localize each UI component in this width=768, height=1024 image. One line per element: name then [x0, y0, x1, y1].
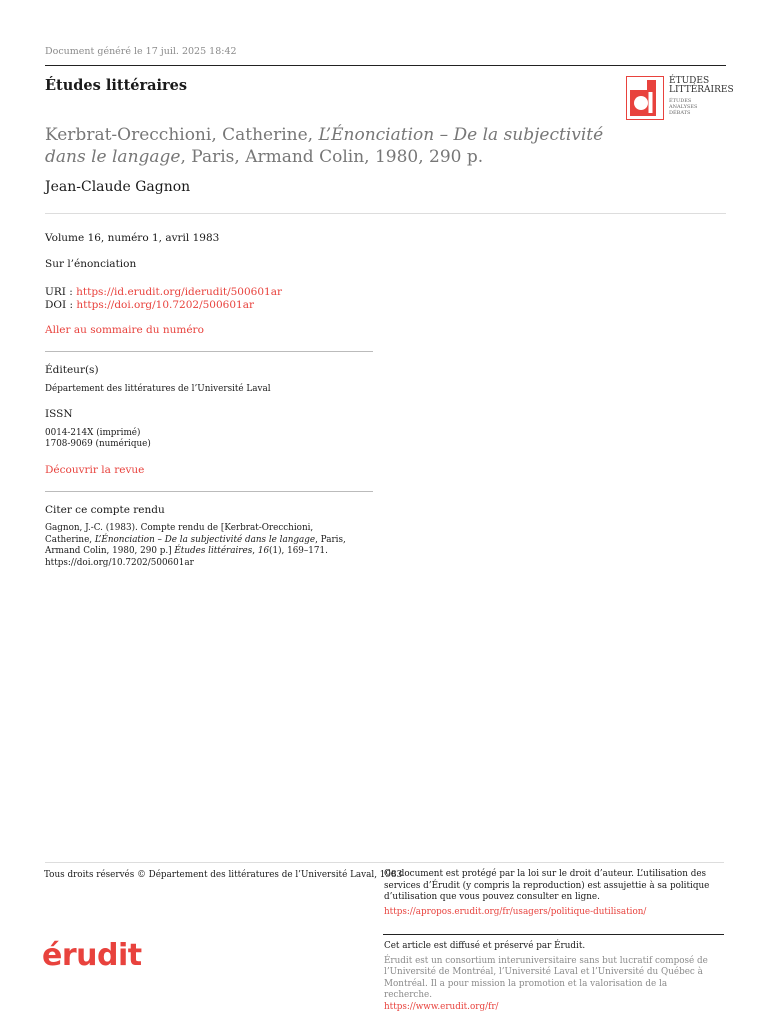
rights-notice: Tous droits réservés © Département des littératures de l’Université Laval, 1983 — [44, 870, 403, 880]
citation-italic-2: Études littéraires — [174, 546, 253, 556]
legal-text: Ce document est protégé par la loi sur le droit d’auteur. L’utilisation des services d’Érudit (y compris la reproduction) est assujettie à sa politique d’utilisation que vous pouvez consulter en ligne. — [384, 869, 710, 902]
logo-sub-2: ANALYSES — [669, 104, 698, 110]
issn-heading: ISSN — [45, 408, 73, 420]
citation-heading: Citer ce compte rendu — [45, 504, 165, 516]
title-divider — [45, 213, 726, 214]
diffusion-heading: Cet article est diffusé et préservé par Érudit. — [384, 941, 586, 951]
issn-print: 0014-214X (imprimé) — [45, 428, 141, 438]
citation-part-1: Gagnon, J.-C. (1983). Compte rendu de [Kerbrat-Orecchioni, Catherine, — [45, 523, 314, 545]
citation-part-4: (1), 169–171. https://doi.org/10.7202/500601ar — [45, 546, 328, 568]
publisher-name: Département des littératures de l’Université Laval — [45, 384, 271, 394]
doi-label: DOI : — [45, 299, 77, 311]
doi-link[interactable]: https://doi.org/10.7202/500601ar — [76, 299, 254, 311]
citation-italic-3: 16 — [257, 546, 270, 556]
logo-text-1: ÉTUDES — [669, 76, 710, 86]
issn-digital: 1708-9069 (numérique) — [45, 439, 151, 449]
policy-link[interactable]: https://apropos.erudit.org/fr/usagers/politique-dutilisation/ — [384, 906, 647, 917]
toc-link[interactable]: Aller au sommaire du numéro — [45, 324, 204, 336]
issue-volume: Volume 16, numéro 1, avril 1983 — [45, 232, 220, 244]
citation-italic-1: L’Énonciation – De la subjectivité dans le langage — [94, 534, 316, 545]
logo-text-2: LITTÉRAIRES — [669, 85, 734, 95]
uri-label: URI : — [45, 286, 77, 298]
doi-line — [45, 299, 254, 312]
section-divider-2 — [45, 491, 373, 492]
generated-date: Document généré le 17 juil. 2025 18:42 — [45, 46, 237, 57]
issue-theme: Sur l’énonciation — [45, 258, 137, 270]
erudit-link[interactable]: https://www.erudit.org/fr/ — [384, 1001, 499, 1012]
erudit-logo[interactable]: érudit — [42, 938, 142, 973]
discover-journal-link[interactable]: Découvrir la revue — [45, 464, 145, 476]
title-text-1: Kerbrat-Orecchioni, Catherine, — [45, 125, 319, 145]
section-divider-1 — [45, 351, 373, 352]
logo-sub-1: ÉTUDES — [669, 98, 692, 104]
title-text-italic: L’Énonciation – De la subjectivité dans le langage — [45, 125, 604, 167]
legal-notice — [384, 869, 714, 918]
footer-divider-2 — [383, 934, 724, 935]
publisher-heading: Éditeur(s) — [45, 364, 99, 376]
citation-text — [45, 523, 357, 569]
diffusion-text: Érudit est un consortium interuniversitaire sans but lucratif composé de l’Université de Montréal, l’Université Laval et l’Université du Québec à Montréal. Il a pour mission la promotion et la valorisation de la recherche. — [384, 955, 708, 1000]
uri-line — [45, 286, 282, 299]
footer-divider — [45, 862, 724, 863]
citation-part-2: , Paris, Armand Colin, 1980, 290 p.] — [45, 534, 346, 556]
title-text-2: , Paris, Armand Colin, 1980, 290 p. — [180, 147, 484, 167]
article-author: Jean-Claude Gagnon — [45, 179, 191, 195]
diffusion-notice — [384, 941, 714, 1013]
article-title — [45, 124, 645, 168]
header-divider — [45, 65, 726, 66]
journal-logo[interactable] — [626, 76, 734, 122]
citation-part-3: , — [252, 546, 258, 556]
uri-link[interactable]: https://id.erudit.org/iderudit/500601ar — [76, 286, 282, 298]
journal-title: Études littéraires — [45, 77, 188, 94]
logo-sub-3: DÉBATS — [669, 110, 691, 116]
